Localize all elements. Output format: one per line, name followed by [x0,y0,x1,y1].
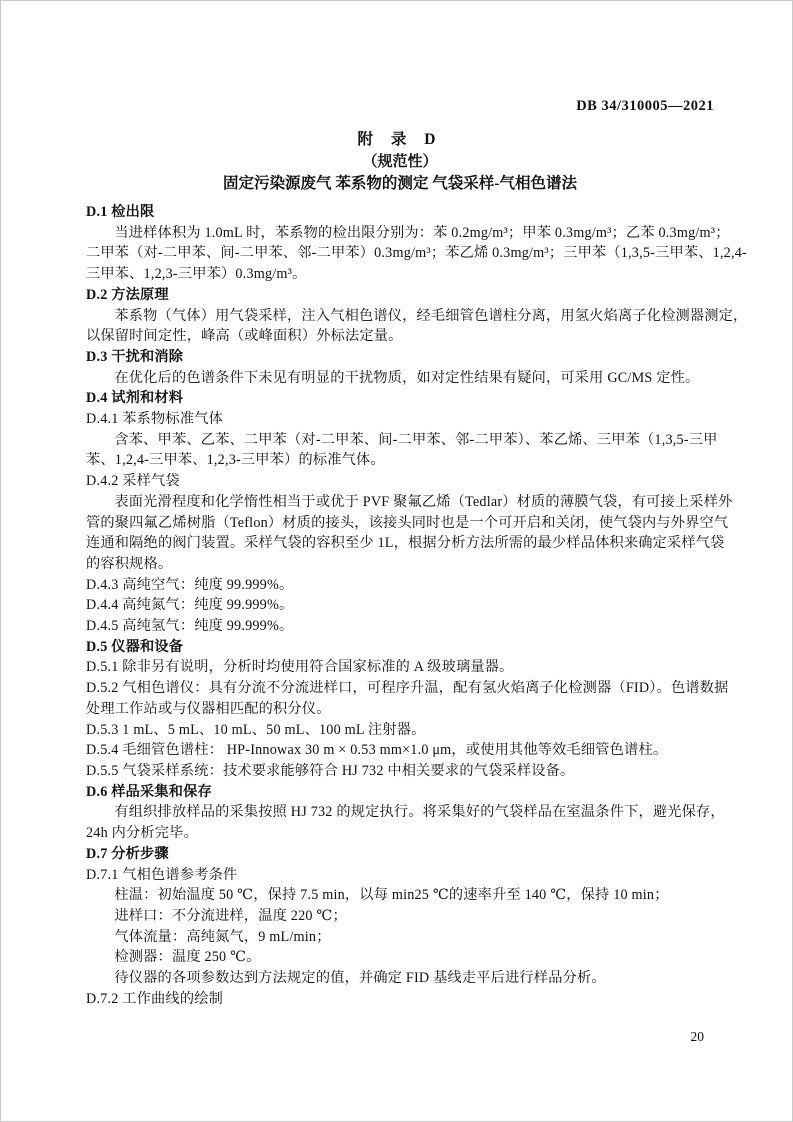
text-line: D.1 检出限 [86,204,155,220]
appendix-title-block [86,129,714,195]
text-line: 当进样体积为 1.0mL 时，苯系物的检出限分别为：苯 0.2mg/m³；甲苯 0.3mg/m³；乙苯 0.3mg/m³； [114,224,730,241]
text-line: 以保留时间定性，峰高（或峰面积）外标法定量。 [86,328,403,345]
text-line: D.4.1 苯系物标准气体 [86,411,223,428]
text-line: 表面光滑程度和化学惰性相当于或优于 PVF 聚氟乙烯（Tedlar）材质的薄膜气袋，有可接上采样外 [114,493,733,510]
text-line: D.5.3 1 mL、5 mL、10 mL、50 mL、100 mL 注射器。 [86,721,426,738]
text-line: D.5.5 气袋采样系统：技术要求能够符合 HJ 732 中相关要求的气袋采样设备。 [86,762,575,779]
text-line: 管的聚四氟乙烯树脂（Teflon）材质的接头，该接头同时也是一个可开启和关闭，使气袋内与外界空气 [86,514,729,531]
text-line: D.5.1 除非另有说明，分析时均使用符合国家标准的 A 级玻璃量器。 [86,659,514,676]
text-line: D.6 样品采集和保存 [86,783,212,800]
text-line: D.5.2 气相色谱仪：具有分流不分流进样口，可程序升温，配有氢火焰离子化检测器（FID）。色谱数据 [86,680,729,697]
text-line: 含苯、甲苯、乙苯、二甲苯（对-二甲苯、间-二甲苯、邻-二甲苯）、苯乙烯、三甲苯（1,3,5-三甲 [114,431,718,448]
text-line: D.4 试剂和材料 [86,390,184,407]
text-line: 进样口：不分流进样，温度 220 ℃； [114,907,347,924]
text-line: D.4.2 采样气袋 [86,473,180,490]
standard-code-header: DB 34/310005—2021 [576,98,714,114]
text-line: D.7.2 工作曲线的绘制 [86,990,223,1007]
text-line: 的容积规格。 [86,555,173,572]
text-line: D.5 仪器和设备 [86,638,184,655]
text-line: 检测器：温度 250 ℃。 [114,949,261,966]
text-line: 有组织排放样品的采集按照 HJ 732 的规定执行。将采集好的气袋样品在室温条件下，避光保存， [114,804,725,821]
appendix-document-title: 固定污染源废气 苯系物的测定 气袋采样-气相色谱法 [223,175,577,192]
appendix-normative-label: （规范性） [362,154,438,170]
text-line: D.3 干扰和消除 [86,348,184,365]
text-line: D.7 分析步骤 [86,845,169,862]
text-line: 处理工作站或与仪器相匹配的积分仪。 [86,700,331,717]
appendix-heading: 附 录 D [357,131,443,148]
text-line: D.4.5 高纯氢气：纯度 99.999%。 [86,618,294,635]
text-line: 连通和隔绝的阀门装置。采样气袋的容积至少 1L，根据分析方法所需的最少样品体积来确定采样气袋 [86,535,725,552]
body-lines [86,202,748,1009]
page-number: 20 [690,1029,704,1044]
text-line: D.7.1 气相色谱参考条件 [86,866,238,883]
text-line: D.4.4 高纯氮气：纯度 99.999%。 [86,597,294,614]
text-line: D.4.3 高纯空气：纯度 99.999%。 [86,576,294,593]
text-line: 三甲苯、1,2,3-三甲苯）0.3mg/m³。 [86,266,307,283]
text-line: 柱温：初始温度 50 ℃，保持 7.5 min，以每 min25 ℃的速率升至 140 ℃，保持 10 min； [114,887,669,904]
text-line: 气体流量：高纯氮气，9 mL/min； [114,928,331,945]
text-line: 待仪器的各项参数达到方法规定的值，并确定 FID 基线走平后进行样品分析。 [114,970,606,987]
page-content [86,1,748,1044]
text-line: D.2 方法原理 [86,286,169,303]
text-line: 在优化后的色谱条件下未见有明显的干扰物质，如对定性结果有疑问，可采用 GC/MS 定性。 [114,369,700,386]
text-line: D.5.4 毛细管色谱柱： HP-Innowax 30 m × 0.53 mm×1.0 μm，或使用其他等效毛细管色谱柱。 [86,742,668,759]
text-line: 24h 内分析完毕。 [86,825,198,842]
text-line: 苯、1,2,4-三甲苯、1,2,3-三甲苯）的标准气体。 [86,452,385,469]
text-line: 二甲苯（对-二甲苯、间-二甲苯、邻-二甲苯）0.3mg/m³；苯乙烯 0.3mg/m³；三甲苯（1,3,5-三甲苯、1,2,4- [86,245,747,262]
text-line: 苯系物（气体）用气袋采样，注入气相色谱仪，经毛细管色谱柱分离，用氢火焰离子化检测器测定， [114,307,748,324]
